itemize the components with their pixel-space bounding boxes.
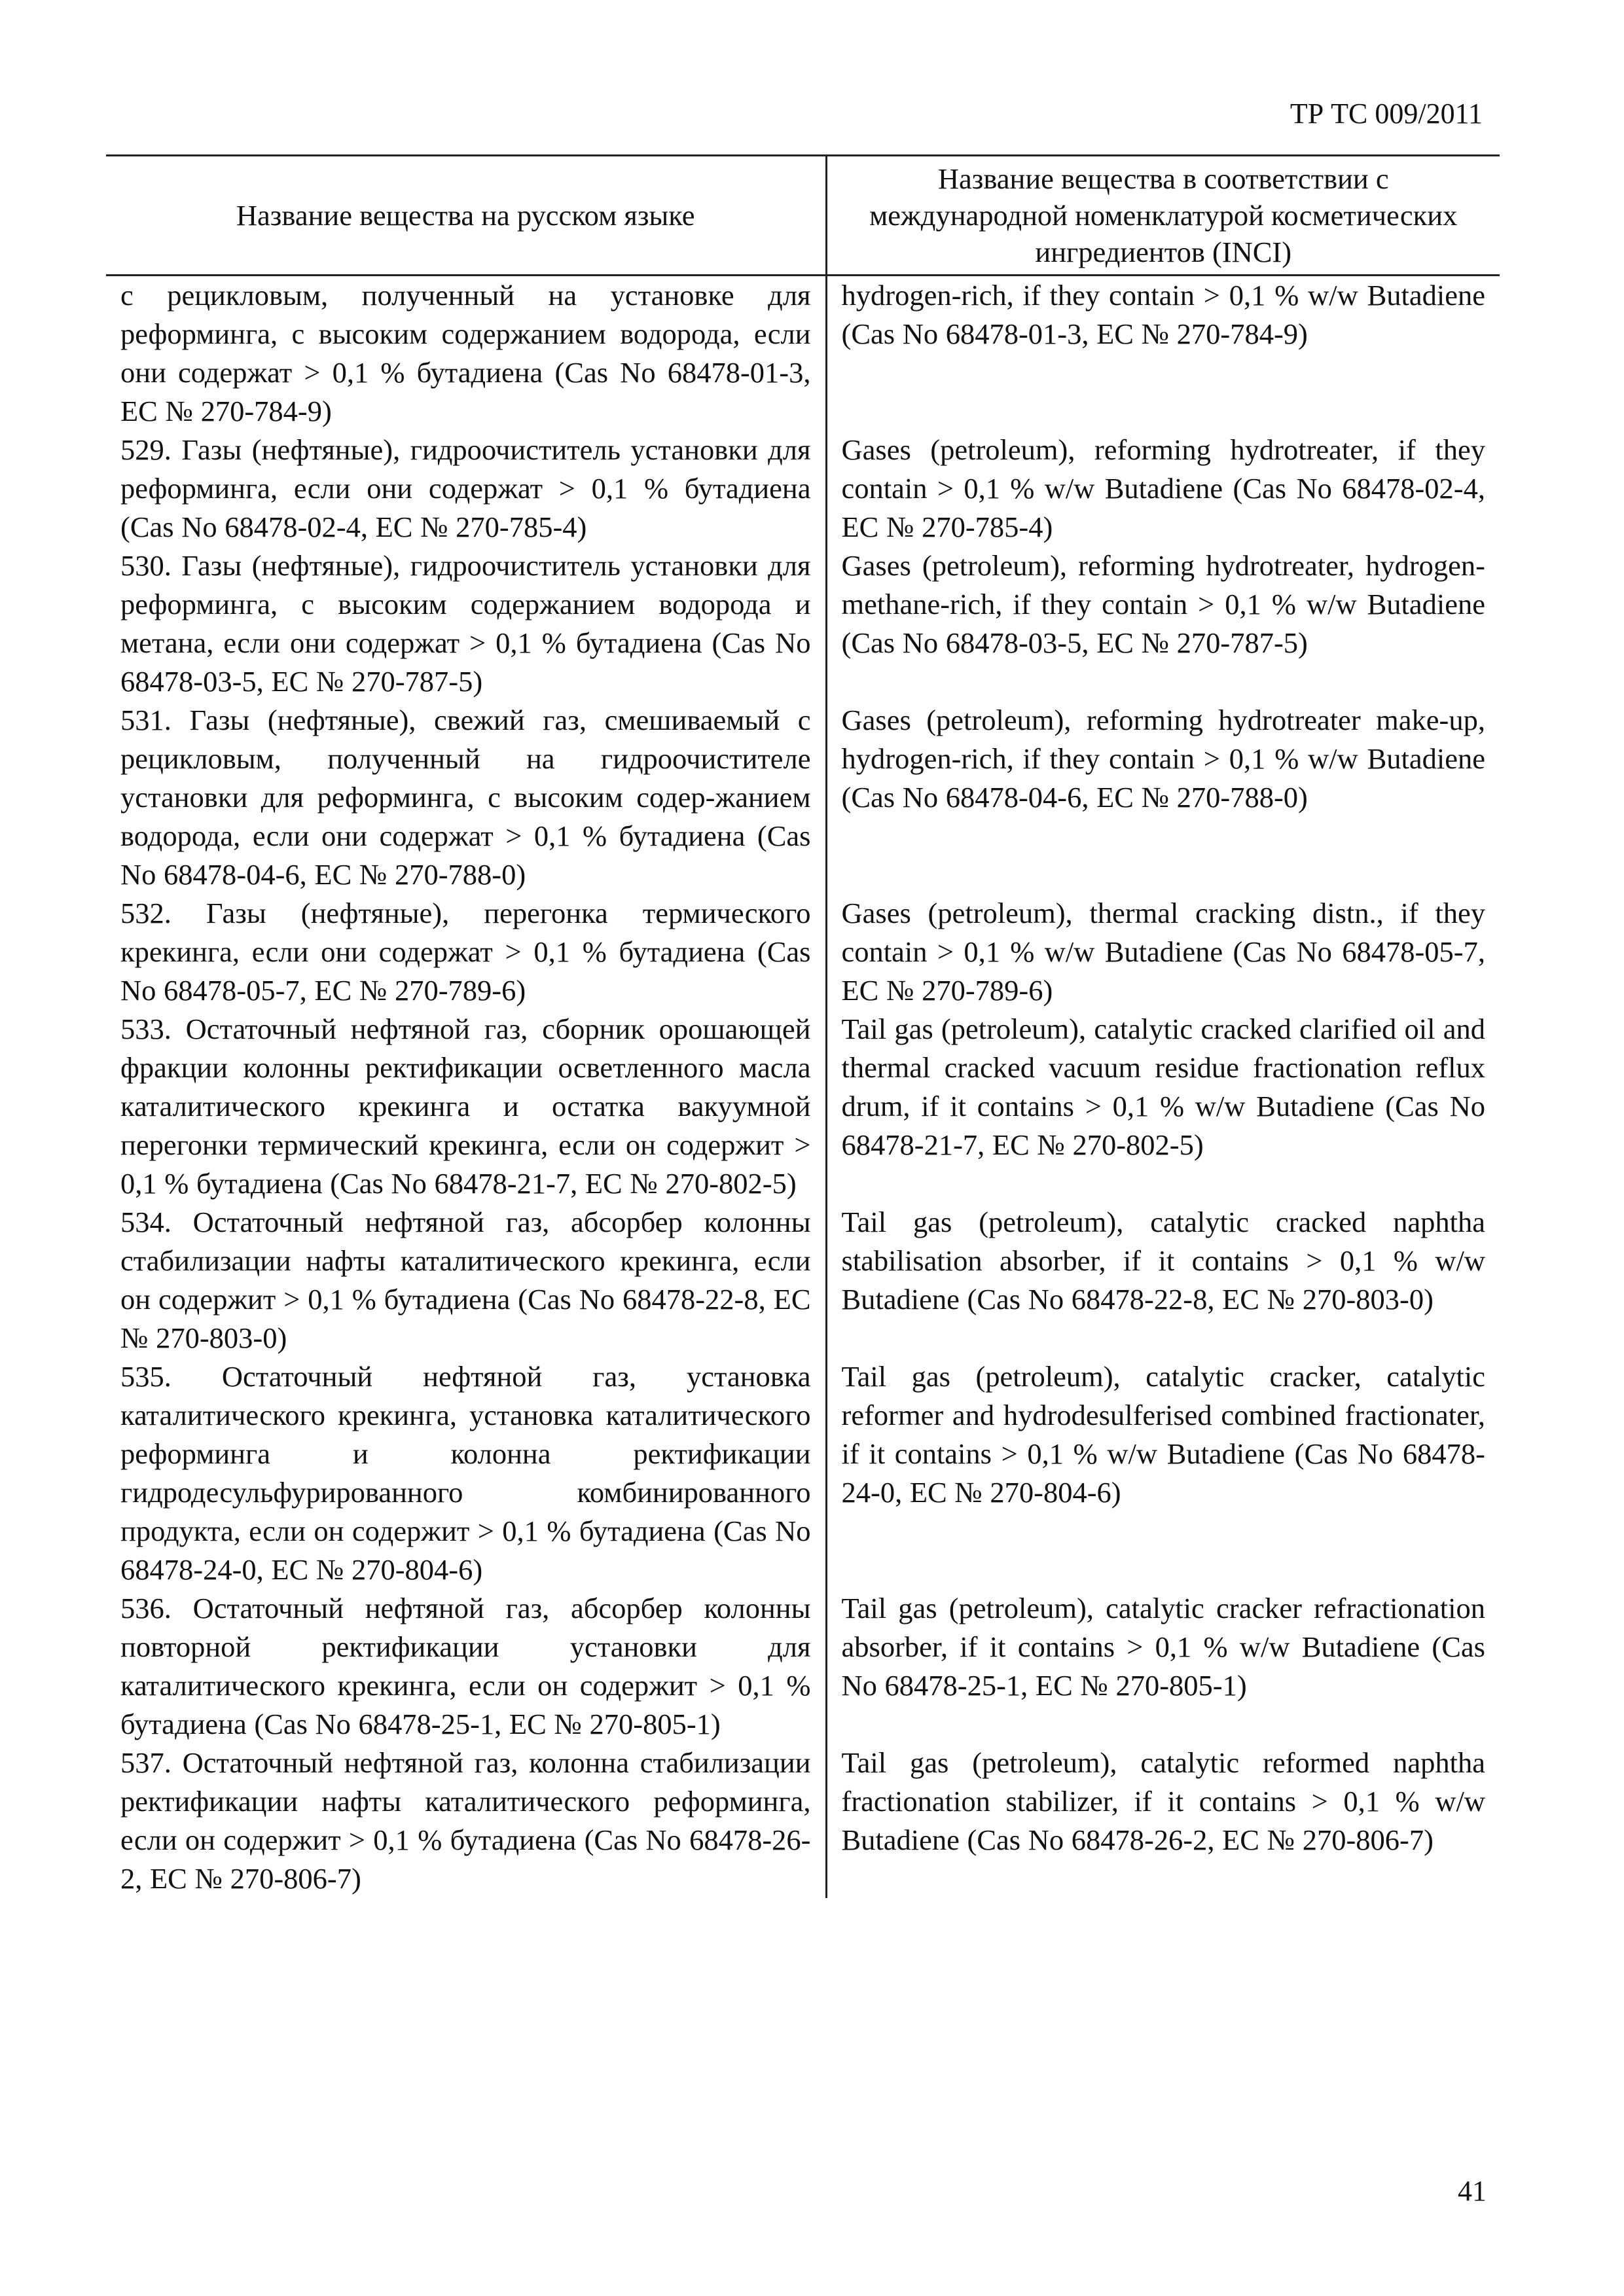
russian-name-cell: с рецикловым, полученный на установке для реформинга, с высоким содержанием водорода, если они содержат > 0,1 % бутадиена (Cas No 68478-01-3, EC № 270-784-9): [106, 276, 826, 431]
table-row: [106, 1010, 1500, 1203]
inci-name-cell: hydrogen-rich, if they contain > 0,1 % w/w Butadiene (Cas No 68478-01-3, EC № 270-784-9): [841, 279, 1485, 350]
page-number: 41: [1458, 2175, 1487, 2207]
document-code: ТР ТС 009/2011: [1290, 98, 1483, 130]
russian-name-cell: 529. Газы (нефтяные), гидроочиститель установки для реформинга, если они содержат > 0,1 % бутадиена (Cas No 68478-02-4, EC № 270-785-4): [106, 431, 826, 547]
russian-name-cell: 531. Газы (нефтяные), свежий газ, смешиваемый с рецикловым, полученный на гидроочистителе установки для реформинга, с высоким содер-жанием водорода, если они содержат > 0,1 % бутадиена (Cas No 68478-04-6, EC № 270-788-0): [106, 701, 826, 894]
substances-table: [106, 154, 1500, 1898]
table-row: [106, 276, 1500, 431]
inci-name-cell: Tail gas (petroleum), catalytic cracker refractionation absorber, if it contains > 0,1 % w/w Butadiene (Cas No 68478-25-1, EC № 270-805-1): [841, 1592, 1485, 1702]
inci-name-cell: Gases (petroleum), reforming hydrotreater, hydrogen-methane-rich, if they contain > 0,1 % w/w Butadiene (Cas No 68478-03-5, EC № 270-787-5): [841, 549, 1485, 659]
table-header: [106, 156, 1500, 276]
table-row: [106, 1744, 1500, 1898]
russian-name-cell: 535. Остаточный нефтяной газ, установка каталитического крекинга, установка каталитического реформинга и колонна ректификации гидродесульфурированного комбинированного продукта, если он содержит > 0,1 % бутадиена (Cas No 68478-24-0, EC № 270-804-6): [106, 1357, 826, 1589]
table-row: [106, 431, 1500, 547]
table-row: [106, 1357, 1500, 1589]
substances-table-container: [106, 154, 1500, 1898]
inci-name-cell: Gases (petroleum), reforming hydrotreater, if they contain > 0,1 % w/w Butadiene (Cas No 68478-02-4, EC № 270-785-4): [841, 433, 1485, 543]
inci-name-cell: Tail gas (petroleum), catalytic cracker, catalytic reformer and hydrodesulferised combined fractionater, if it contains > 0,1 % w/w Butadiene (Cas No 68478-24-0, EC № 270-804-6): [841, 1360, 1485, 1509]
column-header-inci-name: Название вещества в соответствии с международной номенклатурой косметических ингредиентов (INCI): [826, 156, 1500, 276]
russian-name-cell: 532. Газы (нефтяные), перегонка термического крекинга, если они содержат > 0,1 % бутадиена (Cas No 68478-05-7, EC № 270-789-6): [106, 894, 826, 1010]
russian-name-cell: 536. Остаточный нефтяной газ, абсорбер колонны повторной ректификации установки для каталитического крекинга, если он содержит > 0,1 % бутадиена (Cas No 68478-25-1, EC № 270-805-1): [106, 1589, 826, 1744]
inci-name-cell: Gases (petroleum), reforming hydrotreater make-up, hydrogen-rich, if they contain > 0,1 % w/w Butadiene (Cas No 68478-04-6, EC № 270-788-0): [841, 704, 1485, 814]
table-header-row: [106, 156, 1500, 276]
table-row: [106, 1203, 1500, 1357]
table-row: [106, 1589, 1500, 1744]
russian-name-cell: 534. Остаточный нефтяной газ, абсорбер колонны стабилизации нафты каталитического крекинга, если он содержит > 0,1 % бутадиена (Cas No 68478-22-8, EC № 270-803-0): [106, 1203, 826, 1357]
table-row: [106, 547, 1500, 701]
inci-name-cell: Tail gas (petroleum), catalytic cracked clarified oil and thermal cracked vacuum residue fractionation reflux drum, if it contains > 0,1 % w/w Butadiene (Cas No 68478-21-7, EC № 270-802-5): [841, 1013, 1485, 1161]
inci-name-cell: Gases (petroleum), thermal cracking distn., if they contain > 0,1 % w/w Butadiene (Cas No 68478-05-7, EC № 270-789-6): [841, 897, 1485, 1007]
table-body: [106, 276, 1500, 1899]
table-row: [106, 701, 1500, 894]
russian-name-cell: 533. Остаточный нефтяной газ, сборник орошающей фракции колонны ректификации осветленного масла каталитического крекинга и остатка вакуумной перегонки термический крекинга, если он содержит > 0,1 % бутадиена (Cas No 68478-21-7, EC № 270-802-5): [106, 1010, 826, 1203]
russian-name-cell: 530. Газы (нефтяные), гидроочиститель установки для реформинга, с высоким содержанием водорода и метана, если они содержат > 0,1 % бутадиена (Cas No 68478-03-5, EC № 270-787-5): [106, 547, 826, 701]
column-header-russian-name: Название вещества на русском языке: [106, 156, 826, 276]
inci-name-cell: Tail gas (petroleum), catalytic reformed naphtha fractionation stabilizer, if it contains > 0,1 % w/w Butadiene (Cas No 68478-26-2, EC № 270-806-7): [841, 1746, 1485, 1856]
table-row: [106, 894, 1500, 1010]
russian-name-cell: 537. Остаточный нефтяной газ, колонна стабилизации ректификации нафты каталитического реформинга, если он содержит > 0,1 % бутадиена (Cas No 68478-26-2, EC № 270-806-7): [106, 1744, 826, 1898]
inci-name-cell: Tail gas (petroleum), catalytic cracked naphtha stabilisation absorber, if it contains > 0,1 % w/w Butadiene (Cas No 68478-22-8, EC № 270-803-0): [841, 1206, 1485, 1316]
